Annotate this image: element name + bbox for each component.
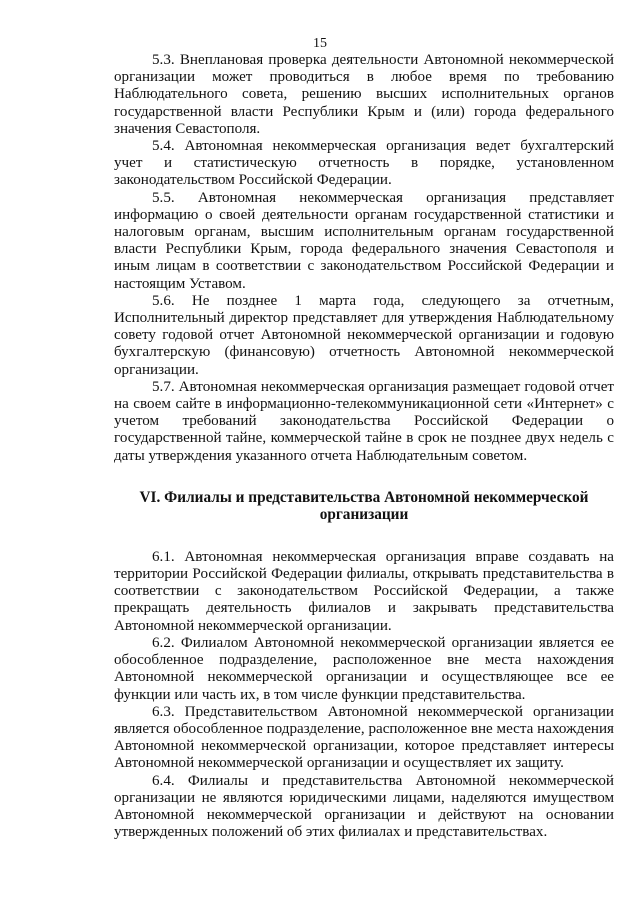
paragraph-5-6: 5.6. Не позднее 1 марта года, следующего за отчетным, Исполнительный директор представляет для утверждения Наблюдательному совету годовой отчет Автономной некоммерческой организации и годовую бухгалтерскую (финансовую) отчетность Автономной некоммерческой организации. [114,292,614,378]
paragraph-6-4: 6.4. Филиалы и представительства Автономной некоммерческой организации не являются юридическими лицами, наделяются имуществом Автономной некоммерческой организации и действуют на основании утвержденных положений об этих филиалах и представительствах. [114,772,614,841]
document-body [114,52,614,841]
page-number: 15 [313,36,327,51]
paragraph-6-2: 6.2. Филиалом Автономной некоммерческой организации является ее обособленное подразделение, расположенное вне места нахождения Автономной некоммерческой организации и осуществляющее все ее функции или часть их, в том числе функции представительства. [114,634,614,703]
paragraph-6-3: 6.3. Представительством Автономной некоммерческой организации является обособленное подразделение, расположенное вне места нахождения Автономной некоммерческой организации, которое представляет интересы Автономной некоммерческой организации и осуществляет их защиту. [114,703,614,772]
paragraph-5-3: 5.3. Внеплановая проверка деятельности Автономной некоммерческой организации может проводиться в любое время по требованию Наблюдательного совета, решению высших исполнительных органов государственной власти Республики Крым и (или) города федерального значения Севастополя. [114,52,614,137]
paragraph-6-1: 6.1. Автономная некоммерческая организация вправе создавать на территории Российской Федерации филиалы, открывать представительства в соответствии с законодательством Российской Федерации, а также прекращать деятельность филиалов и закрывать представительства Автономной некоммерческой организации. [114,548,614,634]
section-heading: VI. Филиалы и представительства Автономной некоммерческой организации [139,488,589,524]
paragraph-5-7: 5.7. Автономная некоммерческая организация размещает годовой отчет на своем сайте в информационно-телекоммуникационной сети «Интернет» с учетом требований законодательства Российской Федерации о государственной тайне, коммерческой тайне в срок не позднее двух недель с даты утверждения указанного отчета Наблюдательным советом. [114,378,614,464]
paragraph-5-5: 5.5. Автономная некоммерческая организация представляет информацию о своей деятельности органам государственной статистики и налоговым органам, высшим исполнительным органам государственной власти Республики Крым, города федерального значения Севастополя и иным лицам в соответствии с законодательством Российской Федерации и настоящим Уставом. [114,189,614,292]
paragraph-5-4: 5.4. Автономная некоммерческая организация ведет бухгалтерский учет и статистическую отчетность в порядке, установленном законодательством Российской Федерации. [114,138,614,189]
